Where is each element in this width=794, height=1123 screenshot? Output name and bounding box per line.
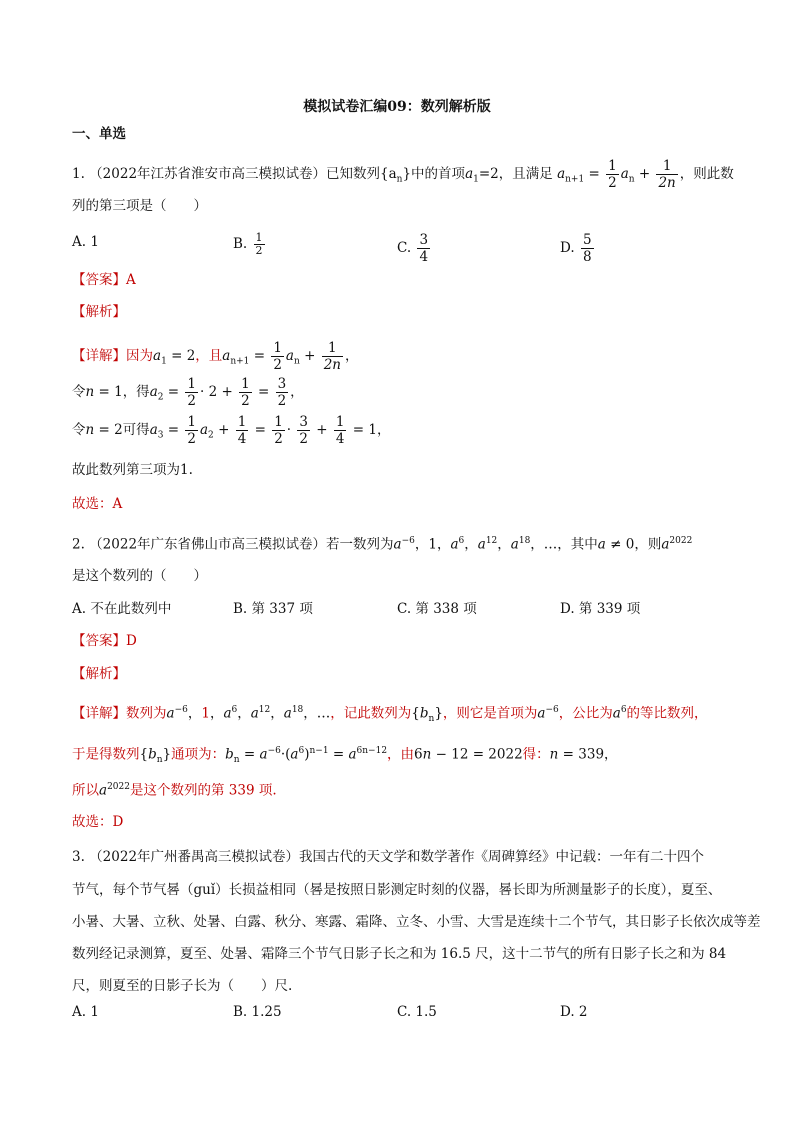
- fraction: $\frac{1}{2}$: [187, 376, 196, 409]
- q3-line1: 3. （2022年广州番禺高三模拟试卷）我国古代的天文学和数学著作《周碑算经》中记载：一年有二十四个: [72, 849, 705, 865]
- q2-detail-1e: 的等比数列，: [626, 705, 708, 722]
- q1-conclusion: 故此数列第三项为1.: [72, 462, 193, 478]
- q1-option-c: [397, 232, 432, 265]
- fraction: $\frac{1}{2}$: [608, 158, 617, 191]
- q2-detail-1c: ，则它是首项为: [442, 705, 538, 722]
- q2-detail-2d: 得：: [522, 746, 550, 763]
- fraction: $\frac{3}{2}$: [299, 414, 308, 447]
- q1-detail-label: 【详解】: [72, 348, 126, 364]
- q2-detail-line2: 于是得数列$\{b_n\}$通项为：$b_n = a^{-6}\cdot(a^6)^{n-1} = a^{6n-12}$，由6n − 12 = 2022得：n = 339，: [72, 746, 618, 766]
- q1-stem-c: =2，且满足: [478, 166, 553, 182]
- q1-stem-b: }中的首项: [402, 166, 466, 182]
- q2-detail-3a: 所以: [72, 782, 99, 799]
- fraction: $\frac{1}{4}$: [335, 414, 345, 447]
- q3-option-a: A. 1: [72, 1004, 99, 1020]
- section-heading: 一、单选: [72, 126, 126, 142]
- q1-line3-pre: 令: [72, 422, 86, 438]
- q2-stem-then: ，则: [634, 536, 662, 553]
- q1-detail-line3: 令n = 2可得$a_3$ = $\frac{1}{2}$ $a_2$ + $\frac{1}{4}$ = $\frac{1}{2}$ · $\frac{3}{2}$ + $\frac{1}{4}$ = 1，: [72, 414, 391, 447]
- q1-line2-pre: 令: [72, 384, 86, 400]
- q1-detail-text-b: ，且: [195, 348, 223, 364]
- q1-stem-a: 1. （2022年江苏省淮安市高三模拟试卷）已知数列{a: [72, 166, 397, 182]
- q2-stem-tail: ，其中: [557, 536, 598, 553]
- q1-option-b: [233, 232, 267, 257]
- q1-stem-d: ，则此数: [679, 166, 734, 182]
- q2-detail-1b: ，记此数列为: [330, 705, 412, 722]
- q2-detail-1a: 数列为: [126, 705, 167, 722]
- q2-stem-line2-text: 是这个数列的（ ）: [72, 568, 207, 584]
- q1-option-a: A. 1: [72, 234, 99, 250]
- q2-detail-line1: 【详解】数列为$a^{-6}$，1，$a^6$，$a^{12}$，$a^{18}$，…，记此数列为$\{b_n\}$，则它是首项为$a^{-6}$，公比为$a^6$的等比数列，: [72, 705, 708, 725]
- fraction: $\frac{1}{2}$: [255, 231, 263, 257]
- fraction: $\frac{3}{2}$: [277, 376, 287, 409]
- q2-option-d: D. 第 339 项: [560, 601, 641, 617]
- q1-stem-line2: 列的第三项是（ ）: [72, 198, 207, 214]
- q3-line5: 尺，则夏至的日影子长为（ ）尺.: [72, 978, 293, 994]
- q1-analysis-heading: 【解析】: [72, 304, 126, 320]
- fraction: $\frac{3}{4}$: [419, 232, 429, 265]
- q3-line4: 数列经记录测算，夏至、处暑、霜降三个节气日影子长之和为 16.5 尺，这十二节气的所有日影子长之和为 84: [72, 946, 727, 962]
- q1-choice: 故选：A: [72, 496, 123, 512]
- q1-option-c-label: C.: [397, 240, 412, 256]
- q1-line3-mid: 可得: [122, 422, 150, 438]
- q2-detail-label: 【详解】: [72, 705, 126, 722]
- q1-option-d: [560, 232, 596, 265]
- q2-detail-1d: ，公比为: [558, 705, 613, 722]
- q1-option-d-label: D.: [560, 240, 575, 256]
- q1-detail-line1: 【详解】因为$a_1 = 2$，且$a_{n+1}$ = $\frac{1}{2}$ $a_n$ + $\frac{1}{2n}$ ，: [72, 340, 359, 373]
- q2-detail-2c: ，由: [387, 746, 415, 763]
- q2-stem-line2: [72, 566, 207, 586]
- fraction: $\frac{1}{2}$: [273, 340, 282, 373]
- document-title: 模拟试卷汇编09：数列解析版: [303, 99, 491, 115]
- q3-line3: 小暑、大暑、立秋、处暑、白露、秋分、寒露、霜降、立冬、小雪、大雪是连续十二个节气，其日影子长依次成等差: [72, 914, 761, 930]
- fraction: $\frac{1}{2}$: [241, 376, 250, 409]
- fraction: $\frac{1}{2n}$: [658, 158, 676, 191]
- fraction: $\frac{1}{2}$: [187, 414, 196, 447]
- fraction: $\frac{5}{8}$: [582, 232, 592, 265]
- q2-analysis-heading: 【解析】: [72, 666, 126, 682]
- q1-stem-line1: 1. （2022年江苏省淮安市高三模拟试卷）已知数列$\{a_n\}$中的首项$a_1=2$，且满足 $a_{n+1}$ = $\frac{1}{2}$ $a_n$ + $\frac{1}{2n}$ ，则此数: [72, 158, 734, 191]
- q2-detail-2a: 于是得数列: [72, 746, 140, 763]
- q2-detail-3b: 是这个数列的第 339 项.: [129, 782, 277, 799]
- q2-stem-text: 2. （2022年广东省佛山市高三模拟试卷）若一数列为: [72, 536, 394, 553]
- q3-option-b: B. 1.25: [233, 1004, 282, 1020]
- fraction: $\frac{1}{4}$: [237, 414, 247, 447]
- q2-detail-2b: 通项为：: [171, 746, 226, 763]
- fraction: $\frac{1}{2n}$: [323, 340, 341, 373]
- q3-option-c: C. 1.5: [397, 1004, 437, 1020]
- q2-choice: 故选：D: [72, 814, 124, 830]
- q1-detail-line2: 令n = 1，得$a_2$ = $\frac{1}{2}$ · 2 + $\frac{1}{2}$ = $\frac{3}{2}$ ，: [72, 376, 304, 409]
- q1-line2-mid: ，得: [122, 384, 150, 400]
- fraction: $\frac{1}{2}$: [274, 414, 283, 447]
- q2-detail-line3: 所以$a^{2022}$是这个数列的第 339 项.: [72, 782, 277, 799]
- q3-option-d: D. 2: [560, 1004, 588, 1020]
- q1-answer: 【答案】A: [72, 272, 136, 288]
- q2-option-c: C. 第 338 项: [397, 601, 477, 617]
- q2-answer: 【答案】D: [72, 633, 137, 649]
- q2-option-b: B. 第 337 项: [233, 601, 313, 617]
- q1-detail-text: 因为: [126, 348, 153, 364]
- q2-option-a: A. 不在此数列中: [72, 601, 172, 617]
- q2-stem-line1: 2. （2022年广东省佛山市高三模拟试卷）若一数列为$a^{-6}$，1，$a^6$，$a^{12}$，$a^{18}$，…，其中a ≠ 0，则$a^{2022}$: [72, 536, 693, 553]
- q1-option-b-label: B.: [233, 236, 248, 252]
- q3-line2: 节气，每个节气晷（guǐ）长损益相同（晷是按照日影测定时刻的仪器，晷长即为所测量影子的长度），夏至、: [72, 882, 722, 898]
